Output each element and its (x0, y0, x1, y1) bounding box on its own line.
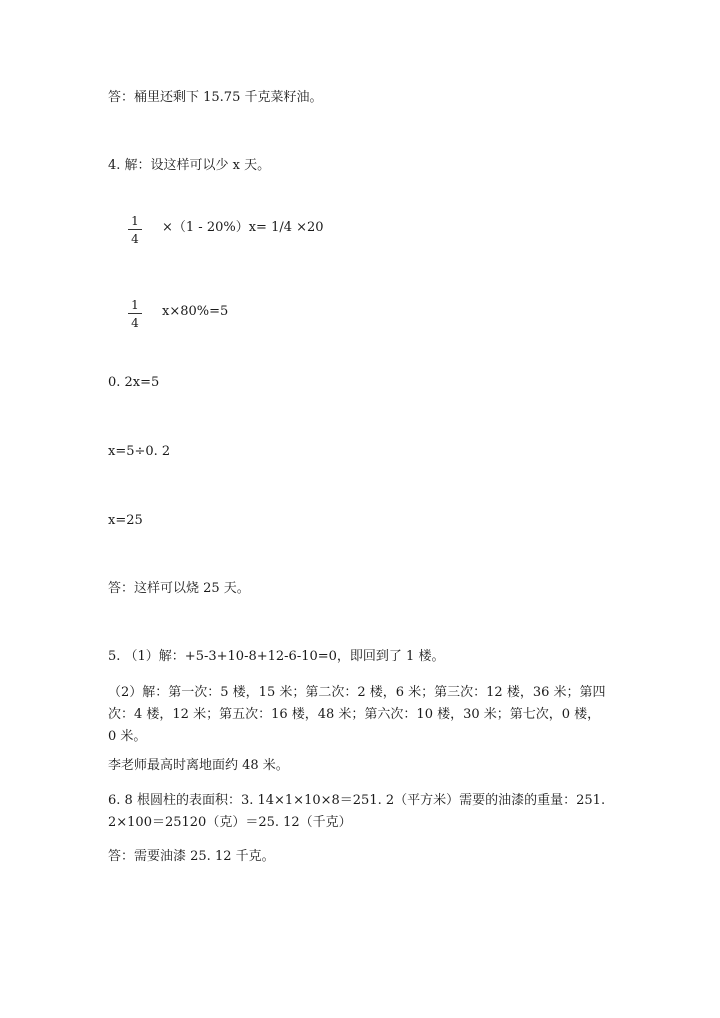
fraction-numerator: 1 (131, 214, 139, 228)
fraction-denominator: 4 (131, 316, 139, 330)
equation-3: 0. 2x=5 (108, 375, 160, 390)
answer-days: 答：这样可以烧 25 天。 (108, 581, 250, 596)
question-5-conclusion: 李老师最高时离地面约 48 米。 (108, 758, 289, 773)
fraction-one-quarter (128, 298, 142, 330)
equation-4: x=5÷0. 2 (108, 444, 171, 459)
fraction-numerator: 1 (131, 298, 139, 312)
question-6: 6. 8 根圆柱的表面积：3. 14×1×10×8＝251. 2（平方米）需要的油漆的重量：251. 2×100＝25120（克）＝25. 12（千克） (108, 793, 606, 830)
equation-1: ×（1 - 20%）x= 1/4 ×20 (162, 220, 324, 235)
question-4-intro: 4. 解：设这样可以少 x 天。 (108, 158, 271, 173)
equation-5: x=25 (108, 513, 143, 528)
fraction-one-quarter (128, 214, 142, 246)
answer-oil: 答：桶里还剩下 15.75 千克菜籽油。 (108, 90, 323, 105)
equation-2: x×80%=5 (162, 304, 229, 319)
fraction-bar (128, 229, 142, 230)
question-5-part-1: 5. （1）解：+5-3+10-8+12-6-10=0，即回到了 1 楼。 (108, 649, 445, 664)
answer-paint: 答：需要油漆 25. 12 千克。 (108, 849, 275, 864)
question-5-part-2: （2）解：第一次：5 楼，15 米；第二次：2 楼，6 米；第三次：12 楼，36 米；第四次：4 楼，12 米；第五次：16 楼，48 米；第六次：10 楼，30 米；第七次，0 楼，0 米。 (108, 685, 606, 744)
fraction-denominator: 4 (131, 232, 139, 246)
fraction-bar (128, 313, 142, 314)
